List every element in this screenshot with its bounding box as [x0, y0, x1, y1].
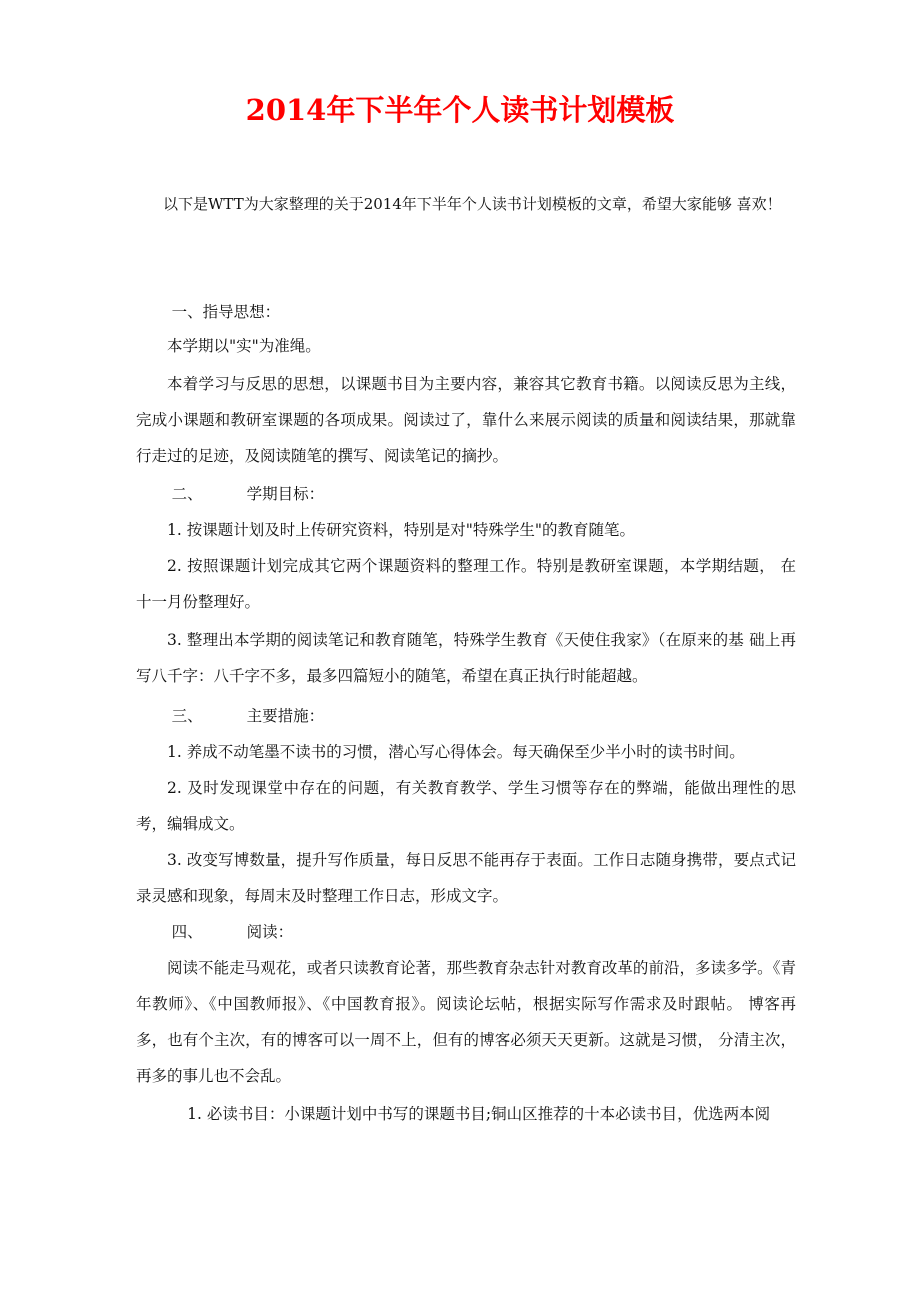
section3-item-1: 1. 养成不动笔墨不读书的习惯，潜心写心得体会。每天确保至少半小时的读书时间。: [167, 743, 745, 761]
section1-heading: 一、指导思想：: [171, 303, 281, 321]
section3-heading-text: 主要措施：: [246, 707, 325, 725]
section3-heading-number: 三、: [171, 707, 203, 725]
section4-paragraph: 阅读不能走马观花，或者只读教育论著，那些教育杂志针对教育改革的前沿，多读多学。《青年教师》、《中国教师报》、《中国教育报》。阅读论坛帖，根据实际写作需求及时跟帖。 博客再多，也有个主次，有的博客可以一周不上，但有的博客必须天天更新。这就是习惯， 分清主次，再多的事儿也不会乱。: [136, 959, 796, 1085]
section2-item-1: 1. 按课题计划及时上传研究资料，特别是对"特殊学生"的教育随笔。: [167, 521, 635, 539]
intro-paragraph: 以下是WTT为大家整理的关于2014年下半年个人读书计划模板的文章，希望大家能够 喜欢！: [163, 195, 782, 213]
section2-item-2: 2. 按照课题计划完成其它两个课题资料的整理工作。特别是教研室课题，本学期结题， 在十一月份整理好。: [136, 557, 796, 611]
section3-heading: [136, 698, 796, 734]
section1-paragraph-2: 本着学习与反思的思想，以课题书目为主要内容，兼容其它教育书籍。以阅读反思为主线，完成小课题和教研室课题的各项成果。阅读过了，靠什么来展示阅读的质量和阅读结果，那就靠行走过的足迹，及阅读随笔的撰写、阅读笔记的摘抄。: [136, 375, 796, 465]
section4-heading-number: 四、: [171, 923, 203, 941]
section4-heading-text: 阅读：: [246, 923, 294, 941]
section2-heading: [136, 476, 796, 512]
document-title: 2014年下半年个人读书计划模板: [245, 93, 675, 127]
section4-heading: [136, 914, 796, 950]
section3-item-2: 2. 及时发现课堂中存在的问题，有关教育教学、学生习惯等存在的弊端，能做出理性的思考，编辑成文。: [136, 779, 796, 833]
section2-heading-number: 二、: [171, 485, 203, 503]
section3-item-3: 3. 改变写博数量，提升写作质量，每日反思不能再存于表面。工作日志随身携带，要点式记录灵感和现象，每周末及时整理工作日志，形成文字。: [136, 851, 796, 905]
section2-heading-text: 学期目标：: [246, 485, 325, 503]
section1-paragraph-1: 本学期以"实"为准绳。: [167, 337, 321, 355]
section4-item-1: 1. 必读书目：小课题计划中书写的课题书目;铜山区推荐的十本必读书目，优选两本阅: [187, 1105, 771, 1123]
section2-item-3: 3. 整理出本学期的阅读笔记和教育随笔，特殊学生教育《天使住我家》（在原来的基 础上再写八千字：八千字不多，最多四篇短小的随笔，希望在真正执行时能超越。: [136, 631, 796, 685]
